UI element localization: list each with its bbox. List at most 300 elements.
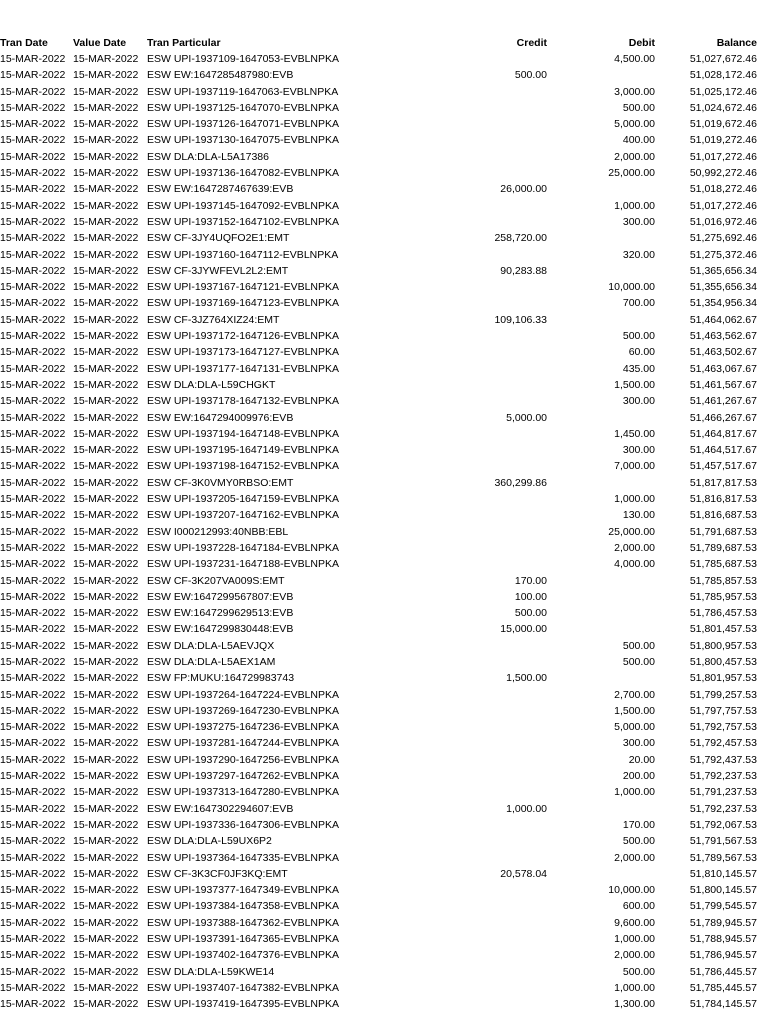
- balance-cell: 51,792,237.53: [689, 770, 757, 783]
- particular-cell: ESW UPI-1937264-1647224-EVBLNPKA: [147, 688, 340, 701]
- debit-cell: 10,000.00: [608, 884, 655, 897]
- balance-cell: 51,817,817.53: [689, 476, 757, 489]
- table-row: [0, 605, 768, 621]
- debit-cell: 2,000.00: [614, 541, 655, 554]
- particular-cell: ESW UPI-1937269-1647230-EVBLNPKA: [147, 704, 340, 717]
- value-date-cell: 15-MAR-2022: [73, 802, 139, 815]
- balance-cell: 51,466,267.67: [689, 411, 757, 424]
- balance-cell: 51,788,945.57: [689, 933, 757, 946]
- tran-date-cell: 15-MAR-2022: [0, 688, 66, 701]
- balance-cell: 51,017,272.46: [689, 150, 757, 163]
- table-row: [0, 312, 768, 328]
- balance-cell: 51,025,172.46: [689, 85, 757, 98]
- tran-date-cell: 15-MAR-2022: [0, 493, 66, 506]
- particular-cell: ESW UPI-1937172-1647126-EVBLNPKA: [147, 330, 340, 343]
- particular-cell: ESW UPI-1937297-1647262-EVBLNPKA: [147, 770, 340, 783]
- balance-cell: 51,784,145.57: [689, 998, 757, 1011]
- table-row: [0, 393, 768, 409]
- debit-cell: 200.00: [622, 770, 655, 783]
- table-row: [0, 638, 768, 654]
- table-row: [0, 556, 768, 572]
- tran-date-cell: 15-MAR-2022: [0, 655, 66, 668]
- particular-cell: ESW UPI-1937194-1647148-EVBLNPKA: [147, 427, 340, 440]
- table-row: [0, 833, 768, 849]
- tran-date-cell: 15-MAR-2022: [0, 835, 66, 848]
- table-row: [0, 882, 768, 898]
- value-date-cell: 15-MAR-2022: [73, 378, 139, 391]
- debit-cell: 20.00: [628, 753, 655, 766]
- particular-cell: ESW UPI-1937364-1647335-EVBLNPKA: [147, 851, 340, 864]
- particular-cell: ESW UPI-1937130-1647075-EVBLNPKA: [147, 134, 340, 147]
- balance-cell: 51,464,062.67: [689, 313, 757, 326]
- tran-date-cell: 15-MAR-2022: [0, 460, 66, 473]
- particular-cell: ESW UPI-1937407-1647382-EVBLNPKA: [147, 981, 340, 994]
- tran-date-cell: 15-MAR-2022: [0, 264, 66, 277]
- tran-date-cell: 15-MAR-2022: [0, 786, 66, 799]
- credit-cell: 170.00: [514, 574, 547, 587]
- balance-cell: 51,463,502.67: [689, 346, 757, 359]
- balance-cell: 51,463,067.67: [689, 362, 757, 375]
- debit-cell: 600.00: [622, 900, 655, 913]
- table-row: [0, 84, 768, 100]
- value-date-cell: 15-MAR-2022: [73, 607, 139, 620]
- value-date-cell: 15-MAR-2022: [73, 916, 139, 929]
- tran-date-cell: 15-MAR-2022: [0, 949, 66, 962]
- table-row: [0, 654, 768, 670]
- debit-cell: 1,000.00: [614, 933, 655, 946]
- table-row: [0, 524, 768, 540]
- debit-cell: 1,000.00: [614, 786, 655, 799]
- table-row: [0, 230, 768, 246]
- balance-cell: 51,786,445.57: [689, 965, 757, 978]
- value-date-cell: 15-MAR-2022: [73, 884, 139, 897]
- particular-cell: ESW UPI-1937109-1647053-EVBLNPKA: [147, 53, 340, 65]
- table-row: [0, 361, 768, 377]
- debit-cell: 500.00: [622, 639, 655, 652]
- tran-date-cell: 15-MAR-2022: [0, 639, 66, 652]
- balance-cell: 51,016,972.46: [689, 215, 757, 228]
- table-row: [0, 214, 768, 230]
- credit-cell: 15,000.00: [500, 623, 547, 636]
- value-date-cell: 15-MAR-2022: [73, 704, 139, 717]
- tran-date-cell: 15-MAR-2022: [0, 770, 66, 783]
- tran-date-cell: 15-MAR-2022: [0, 851, 66, 864]
- table-row: [0, 377, 768, 393]
- balance-cell: 50,992,272.46: [689, 167, 757, 180]
- particular-cell: ESW UPI-1937126-1647071-EVBLNPKA: [147, 118, 340, 131]
- debit-cell: 300.00: [622, 444, 655, 457]
- debit-cell: 9,600.00: [614, 916, 655, 929]
- balance-cell: 51,799,257.53: [689, 688, 757, 701]
- table-row: [0, 784, 768, 800]
- header-balance: Balance: [716, 37, 757, 49]
- tran-date-cell: 15-MAR-2022: [0, 53, 66, 65]
- balance-cell: 51,017,272.46: [689, 199, 757, 212]
- particular-cell: ESW UPI-1937205-1647159-EVBLNPKA: [147, 493, 340, 506]
- balance-cell: 51,800,457.53: [689, 655, 757, 668]
- balance-cell: 51,365,656.34: [689, 264, 757, 277]
- value-date-cell: 15-MAR-2022: [73, 851, 139, 864]
- balance-cell: 51,464,817.67: [689, 427, 757, 440]
- tran-date-cell: 15-MAR-2022: [0, 199, 66, 212]
- table-row: [0, 132, 768, 148]
- table-row: [0, 116, 768, 132]
- tran-date-cell: 15-MAR-2022: [0, 167, 66, 180]
- tran-date-cell: 15-MAR-2022: [0, 362, 66, 375]
- tran-date-cell: 15-MAR-2022: [0, 281, 66, 294]
- header-tran-particular: Tran Particular: [147, 37, 221, 49]
- particular-cell: ESW UPI-1937152-1647102-EVBLNPKA: [147, 215, 340, 228]
- value-date-cell: 15-MAR-2022: [73, 264, 139, 277]
- value-date-cell: 15-MAR-2022: [73, 949, 139, 962]
- tran-date-cell: 15-MAR-2022: [0, 444, 66, 457]
- particular-cell: ESW UPI-1937145-1647092-EVBLNPKA: [147, 199, 340, 212]
- value-date-cell: 15-MAR-2022: [73, 525, 139, 538]
- particular-cell: ESW EW:1647299830448:EVB: [147, 623, 294, 636]
- debit-cell: 400.00: [622, 134, 655, 147]
- tran-date-cell: 15-MAR-2022: [0, 818, 66, 831]
- table-row: [0, 866, 768, 882]
- balance-cell: 51,275,372.46: [689, 248, 757, 261]
- value-date-cell: 15-MAR-2022: [73, 232, 139, 245]
- value-date-cell: 15-MAR-2022: [73, 623, 139, 636]
- table-row: [0, 980, 768, 996]
- value-date-cell: 15-MAR-2022: [73, 101, 139, 114]
- debit-cell: 7,000.00: [614, 460, 655, 473]
- value-date-cell: 15-MAR-2022: [73, 395, 139, 408]
- particular-cell: ESW EW:1647285487980:EVB: [147, 69, 294, 82]
- credit-cell: 5,000.00: [506, 411, 547, 424]
- table-row: [0, 540, 768, 556]
- value-date-cell: 15-MAR-2022: [73, 541, 139, 554]
- balance-cell: 51,024,672.46: [689, 101, 757, 114]
- balance-cell: 51,800,957.53: [689, 639, 757, 652]
- debit-cell: 3,000.00: [614, 85, 655, 98]
- table-row: [0, 931, 768, 947]
- balance-cell: 51,801,457.53: [689, 623, 757, 636]
- table-row: [0, 768, 768, 784]
- credit-cell: 109,106.33: [494, 313, 547, 326]
- debit-cell: 1,500.00: [614, 378, 655, 391]
- tran-date-cell: 15-MAR-2022: [0, 509, 66, 522]
- tran-date-cell: 15-MAR-2022: [0, 867, 66, 880]
- table-row: [0, 817, 768, 833]
- value-date-cell: 15-MAR-2022: [73, 346, 139, 359]
- tran-date-cell: 15-MAR-2022: [0, 118, 66, 131]
- tran-date-cell: 15-MAR-2022: [0, 998, 66, 1011]
- table-row: [0, 51, 768, 67]
- table-row: [0, 915, 768, 931]
- table-row: [0, 344, 768, 360]
- credit-cell: 258,720.00: [494, 232, 547, 245]
- debit-cell: 1,300.00: [614, 998, 655, 1011]
- table-body: [0, 51, 768, 1013]
- balance-cell: 51,785,687.53: [689, 558, 757, 571]
- tran-date-cell: 15-MAR-2022: [0, 753, 66, 766]
- particular-cell: ESW EW:1647299567807:EVB: [147, 590, 294, 603]
- tran-date-cell: 15-MAR-2022: [0, 215, 66, 228]
- value-date-cell: 15-MAR-2022: [73, 313, 139, 326]
- balance-cell: 51,785,957.53: [689, 590, 757, 603]
- debit-cell: 25,000.00: [608, 525, 655, 538]
- value-date-cell: 15-MAR-2022: [73, 134, 139, 147]
- value-date-cell: 15-MAR-2022: [73, 85, 139, 98]
- table-row: [0, 279, 768, 295]
- transaction-table: [0, 36, 768, 1013]
- value-date-cell: 15-MAR-2022: [73, 330, 139, 343]
- value-date-cell: 15-MAR-2022: [73, 444, 139, 457]
- balance-cell: 51,464,517.67: [689, 444, 757, 457]
- tran-date-cell: 15-MAR-2022: [0, 427, 66, 440]
- particular-cell: ESW UPI-1937402-1647376-EVBLNPKA: [147, 949, 340, 962]
- balance-cell: 51,019,672.46: [689, 118, 757, 131]
- particular-cell: ESW UPI-1937275-1647236-EVBLNPKA: [147, 721, 340, 734]
- balance-cell: 51,816,817.53: [689, 493, 757, 506]
- particular-cell: ESW UPI-1937198-1647152-EVBLNPKA: [147, 460, 340, 473]
- credit-cell: 26,000.00: [500, 183, 547, 196]
- debit-cell: 1,000.00: [614, 981, 655, 994]
- balance-cell: 51,019,272.46: [689, 134, 757, 147]
- tran-date-cell: 15-MAR-2022: [0, 378, 66, 391]
- balance-cell: 51,789,945.57: [689, 916, 757, 929]
- header-value-date: Value Date: [73, 37, 127, 49]
- value-date-cell: 15-MAR-2022: [73, 558, 139, 571]
- debit-cell: 500.00: [622, 965, 655, 978]
- debit-cell: 4,000.00: [614, 558, 655, 571]
- table-row: [0, 507, 768, 523]
- table-row: [0, 752, 768, 768]
- particular-cell: ESW UPI-1937167-1647121-EVBLNPKA: [147, 281, 340, 294]
- tran-date-cell: 15-MAR-2022: [0, 802, 66, 815]
- value-date-cell: 15-MAR-2022: [73, 215, 139, 228]
- tran-date-cell: 15-MAR-2022: [0, 232, 66, 245]
- value-date-cell: 15-MAR-2022: [73, 281, 139, 294]
- balance-cell: 51,792,757.53: [689, 721, 757, 734]
- tran-date-cell: 15-MAR-2022: [0, 916, 66, 929]
- table-header: [0, 36, 768, 51]
- table-row: [0, 687, 768, 703]
- credit-cell: 100.00: [514, 590, 547, 603]
- value-date-cell: 15-MAR-2022: [73, 574, 139, 587]
- balance-cell: 51,786,457.53: [689, 607, 757, 620]
- particular-cell: ESW DLA:DLA-L5AEX1AM: [147, 655, 276, 668]
- table-row: [0, 295, 768, 311]
- particular-cell: ESW UPI-1937231-1647188-EVBLNPKA: [147, 558, 340, 571]
- credit-cell: 500.00: [514, 607, 547, 620]
- value-date-cell: 15-MAR-2022: [73, 150, 139, 163]
- value-date-cell: 15-MAR-2022: [73, 933, 139, 946]
- value-date-cell: 15-MAR-2022: [73, 427, 139, 440]
- particular-cell: ESW UPI-1937160-1647112-EVBLNPKA: [147, 248, 339, 261]
- debit-cell: 1,500.00: [614, 704, 655, 717]
- particular-cell: ESW UPI-1937391-1647365-EVBLNPKA: [147, 933, 340, 946]
- particular-cell: ESW FP:MUKU:164729983743: [147, 672, 295, 685]
- particular-cell: ESW UPI-1937388-1647362-EVBLNPKA: [147, 916, 340, 929]
- credit-cell: 1,500.00: [506, 672, 547, 685]
- credit-cell: 360,299.86: [494, 476, 547, 489]
- particular-cell: ESW CF-3K0VMY0RBSO:EMT: [147, 476, 294, 489]
- tran-date-cell: 15-MAR-2022: [0, 395, 66, 408]
- balance-cell: 51,791,687.53: [689, 525, 757, 538]
- balance-cell: 51,792,457.53: [689, 737, 757, 750]
- table-row: [0, 410, 768, 426]
- value-date-cell: 15-MAR-2022: [73, 476, 139, 489]
- tran-date-cell: 15-MAR-2022: [0, 101, 66, 114]
- table-row: [0, 328, 768, 344]
- debit-cell: 500.00: [622, 655, 655, 668]
- balance-cell: 51,027,672.46: [689, 53, 757, 65]
- table-row: [0, 247, 768, 263]
- particular-cell: ESW UPI-1937419-1647395-EVBLNPKA: [147, 998, 340, 1011]
- balance-cell: 51,461,567.67: [689, 378, 757, 391]
- balance-cell: 51,810,145.57: [689, 867, 757, 880]
- tran-date-cell: 15-MAR-2022: [0, 525, 66, 538]
- particular-cell: ESW CF-3K207VA009S:EMT: [147, 574, 285, 587]
- credit-cell: 90,283.88: [500, 264, 547, 277]
- tran-date-cell: 15-MAR-2022: [0, 134, 66, 147]
- balance-cell: 51,792,237.53: [689, 802, 757, 815]
- value-date-cell: 15-MAR-2022: [73, 411, 139, 424]
- tran-date-cell: 15-MAR-2022: [0, 965, 66, 978]
- balance-cell: 51,018,272.46: [689, 183, 757, 196]
- table-row: [0, 996, 768, 1012]
- table-row: [0, 442, 768, 458]
- particular-cell: ESW DLA:DLA-L5AEVJQX: [147, 639, 275, 652]
- value-date-cell: 15-MAR-2022: [73, 721, 139, 734]
- debit-cell: 170.00: [622, 818, 655, 831]
- debit-cell: 300.00: [622, 395, 655, 408]
- table-row: [0, 801, 768, 817]
- particular-cell: ESW UPI-1937377-1647349-EVBLNPKA: [147, 884, 340, 897]
- tran-date-cell: 15-MAR-2022: [0, 85, 66, 98]
- balance-cell: 51,785,445.57: [689, 981, 757, 994]
- table-row: [0, 589, 768, 605]
- value-date-cell: 15-MAR-2022: [73, 818, 139, 831]
- debit-cell: 1,000.00: [614, 199, 655, 212]
- balance-cell: 51,457,517.67: [689, 460, 757, 473]
- header-credit: Credit: [516, 37, 547, 49]
- particular-cell: ESW UPI-1937313-1647280-EVBLNPKA: [147, 786, 340, 799]
- value-date-cell: 15-MAR-2022: [73, 835, 139, 848]
- debit-cell: 1,000.00: [614, 493, 655, 506]
- tran-date-cell: 15-MAR-2022: [0, 313, 66, 326]
- tran-date-cell: 15-MAR-2022: [0, 248, 66, 261]
- balance-cell: 51,800,145.57: [689, 884, 757, 897]
- tran-date-cell: 15-MAR-2022: [0, 981, 66, 994]
- balance-cell: 51,791,237.53: [689, 786, 757, 799]
- value-date-cell: 15-MAR-2022: [73, 118, 139, 131]
- tran-date-cell: 15-MAR-2022: [0, 900, 66, 913]
- particular-cell: ESW DLA:DLA-L5A17386: [147, 150, 269, 163]
- value-date-cell: 15-MAR-2022: [73, 248, 139, 261]
- particular-cell: ESW UPI-1937195-1647149-EVBLNPKA: [147, 444, 340, 457]
- particular-cell: ESW UPI-1937169-1647123-EVBLNPKA: [147, 297, 340, 310]
- tran-date-cell: 15-MAR-2022: [0, 330, 66, 343]
- balance-cell: 51,791,567.53: [689, 835, 757, 848]
- particular-cell: ESW DLA:DLA-L59CHGKT: [147, 378, 276, 391]
- value-date-cell: 15-MAR-2022: [73, 688, 139, 701]
- table-row: [0, 100, 768, 116]
- value-date-cell: 15-MAR-2022: [73, 53, 139, 65]
- particular-cell: ESW I000212993:40NBB:EBL: [147, 525, 289, 538]
- debit-cell: 25,000.00: [608, 167, 655, 180]
- particular-cell: ESW UPI-1937207-1647162-EVBLNPKA: [147, 509, 340, 522]
- value-date-cell: 15-MAR-2022: [73, 900, 139, 913]
- tran-date-cell: 15-MAR-2022: [0, 476, 66, 489]
- tran-date-cell: 15-MAR-2022: [0, 884, 66, 897]
- particular-cell: ESW EW:1647294009976:EVB: [147, 411, 294, 424]
- table-row: [0, 198, 768, 214]
- value-date-cell: 15-MAR-2022: [73, 493, 139, 506]
- debit-cell: 2,000.00: [614, 150, 655, 163]
- tran-date-cell: 15-MAR-2022: [0, 623, 66, 636]
- value-date-cell: 15-MAR-2022: [73, 786, 139, 799]
- balance-cell: 51,792,067.53: [689, 818, 757, 831]
- header-debit: Debit: [628, 37, 655, 49]
- particular-cell: ESW UPI-1937136-1647082-EVBLNPKA: [147, 167, 340, 180]
- tran-date-cell: 15-MAR-2022: [0, 69, 66, 82]
- value-date-cell: 15-MAR-2022: [73, 167, 139, 180]
- particular-cell: ESW CF-3K3CF0JF3KQ:EMT: [147, 867, 288, 880]
- debit-cell: 5,000.00: [614, 118, 655, 131]
- balance-cell: 51,792,437.53: [689, 753, 757, 766]
- particular-cell: ESW EW:1647287467639:EVB: [147, 183, 294, 196]
- balance-cell: 51,463,562.67: [689, 330, 757, 343]
- debit-cell: 10,000.00: [608, 281, 655, 294]
- tran-date-cell: 15-MAR-2022: [0, 721, 66, 734]
- balance-cell: 51,354,956.34: [689, 297, 757, 310]
- tran-date-cell: 15-MAR-2022: [0, 297, 66, 310]
- balance-cell: 51,797,757.53: [689, 704, 757, 717]
- debit-cell: 320.00: [622, 248, 655, 261]
- tran-date-cell: 15-MAR-2022: [0, 607, 66, 620]
- credit-cell: 1,000.00: [506, 802, 547, 815]
- tran-date-cell: 15-MAR-2022: [0, 541, 66, 554]
- tran-date-cell: 15-MAR-2022: [0, 183, 66, 196]
- tran-date-cell: 15-MAR-2022: [0, 411, 66, 424]
- debit-cell: 4,500.00: [614, 53, 655, 65]
- value-date-cell: 15-MAR-2022: [73, 981, 139, 994]
- value-date-cell: 15-MAR-2022: [73, 770, 139, 783]
- table-row: [0, 703, 768, 719]
- particular-cell: ESW UPI-1937336-1647306-EVBLNPKA: [147, 818, 340, 831]
- particular-cell: ESW UPI-1937125-1647070-EVBLNPKA: [147, 101, 340, 114]
- particular-cell: ESW UPI-1937177-1647131-EVBLNPKA: [147, 362, 340, 375]
- debit-cell: 5,000.00: [614, 721, 655, 734]
- debit-cell: 500.00: [622, 330, 655, 343]
- particular-cell: ESW UPI-1937281-1647244-EVBLNPKA: [147, 737, 340, 750]
- tran-date-cell: 15-MAR-2022: [0, 737, 66, 750]
- debit-cell: 2,000.00: [614, 949, 655, 962]
- credit-cell: 500.00: [514, 69, 547, 82]
- balance-cell: 51,789,687.53: [689, 541, 757, 554]
- debit-cell: 300.00: [622, 215, 655, 228]
- particular-cell: ESW UPI-1937228-1647184-EVBLNPKA: [147, 541, 340, 554]
- debit-cell: 700.00: [622, 297, 655, 310]
- table-row: [0, 719, 768, 735]
- value-date-cell: 15-MAR-2022: [73, 509, 139, 522]
- table-row: [0, 947, 768, 963]
- value-date-cell: 15-MAR-2022: [73, 753, 139, 766]
- credit-cell: 20,578.04: [500, 867, 547, 880]
- particular-cell: ESW DLA:DLA-L59UX6P2: [147, 835, 272, 848]
- debit-cell: 60.00: [628, 346, 655, 359]
- particular-cell: ESW DLA:DLA-L59KWE14: [147, 965, 275, 978]
- table-row: [0, 458, 768, 474]
- value-date-cell: 15-MAR-2022: [73, 965, 139, 978]
- value-date-cell: 15-MAR-2022: [73, 655, 139, 668]
- debit-cell: 2,700.00: [614, 688, 655, 701]
